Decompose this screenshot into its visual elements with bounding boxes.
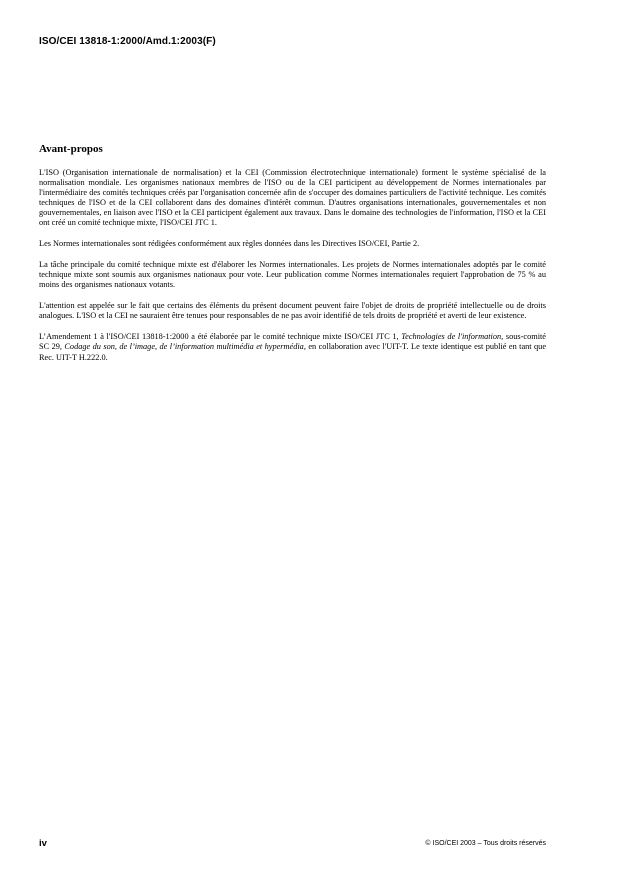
amendment-text-part1: L’Amendement 1 à l'ISO/CEI 13818-1:2000 a été élaborée par le comité technique mixte ISO/CEI JTC 1,: [39, 332, 402, 342]
amendment-text-part3: , en collaboration avec l'UIT-T. Le texte identique est publié en tant que Rec. UIT-T H.222.0.: [39, 342, 547, 362]
foreword-body: [39, 168, 546, 373]
paragraph-principal-task: La tâche principale du comité technique mixte est d'élaborer les Normes internationales. Les projets de Normes internationales adoptés par le comité technique mixte sont soumis aux organismes nationaux pour vote. Leur publication comme Normes internationales requiert l'approbation de 75 % au moins des organismes nationaux votants.: [39, 260, 546, 290]
paragraph-organisation: L'ISO (Organisation internationale de normalisation) et la CEI (Commission électrotechnique internationale) forment le système spécialisé de la normalisation mondiale. Les organismes nationaux membres de l'ISO ou de la CEI participent au développement de Normes internationales par l'intermédiaire des comités techniques créés par l'organisation concernée afin de s'occuper des domaines particuliers de l'activité technique. Les comités techniques de l'ISO et de la CEI collaborent dans des domaines d'intérêt commun. D'autres organisations internationales, gouvernementales et non gouvernementales, en liaison avec l'ISO et la CEI participent également aux travaux. Dans le domaine des technologies de l'information, l'ISO et la CEI ont créé un comité technique mixte, l'ISO/CEI JTC 1.: [39, 168, 546, 228]
section-title: Avant-propos: [39, 143, 103, 155]
paragraph-patent-rights: L'attention est appelée sur le fait que certains des éléments du présent document peuvent faire l'objet de droits de propriété intellectuelle ou de droits analogues. L'ISO et la CEI ne sauraient être tenues pour responsables de ne pas avoir identifié de tels droits de propriété et averti de leur existence.: [39, 301, 546, 321]
amendment-text-part2: , sous-comité SC 29,: [39, 332, 546, 352]
copyright-notice: © ISO/CEI 2003 – Tous droits réservés: [425, 840, 546, 847]
paragraph-directives: Les Normes internationales sont rédigées conformément aux règles données dans les Directives ISO/CEI, Partie 2.: [39, 239, 420, 249]
document-header-id: ISO/CEI 13818-1:2000/Amd.1:2003(F): [39, 36, 216, 47]
paragraph-amendment: [39, 332, 546, 362]
amendment-committee-title: Technologies de l'information: [401, 332, 502, 342]
page-number: iv: [39, 838, 47, 849]
amendment-subcommittee-title: Codage du son, de l’image, de l’information multimédia et hypermédia: [64, 342, 304, 352]
